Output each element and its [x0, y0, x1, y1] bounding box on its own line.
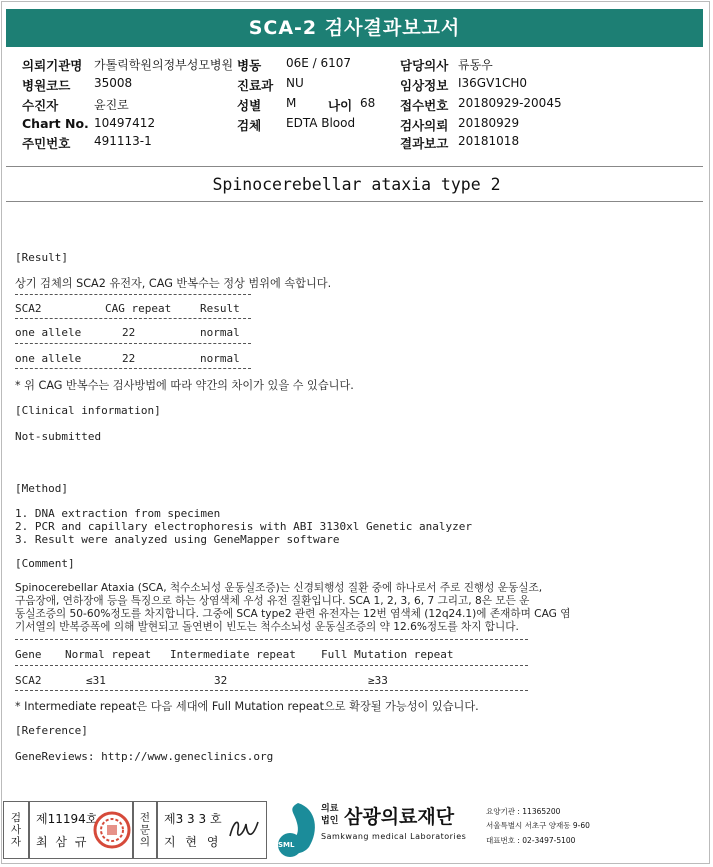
age-value: 68: [360, 96, 376, 110]
comment-header: [Comment]: [15, 557, 75, 570]
table-rule: [15, 294, 251, 295]
hospital-code-label: 병원코드: [22, 78, 71, 93]
repeat-row-full: ≥33: [368, 674, 388, 687]
chart-label: Chart No.: [22, 116, 89, 131]
dept-label: 진료과: [237, 78, 274, 93]
clinical-header: [Clinical information]: [15, 404, 161, 417]
report-date-label: 결과보고: [400, 136, 449, 151]
repeat-row-intermediate: 32: [214, 674, 228, 687]
repeat-row-gene: SCA2: [15, 674, 42, 687]
result-text: 상기 검체의 SCA2 유전자, CAG 반복수는 정상 범위에 속합니다.: [15, 277, 332, 290]
result-row-allele: one allele: [15, 326, 82, 339]
report-date-value: 20181018: [458, 134, 520, 148]
specimen-value: EDTA Blood: [286, 116, 356, 130]
result-col-gene: SCA2: [15, 302, 42, 315]
repeat-col-normal: Normal repeat: [65, 648, 152, 661]
id-value: 491113-1: [94, 134, 152, 148]
result-col-repeat: CAG repeat: [105, 302, 172, 315]
org-code: 요양기관 : 11365200: [486, 807, 561, 816]
org-address: 서울특별시 서초구 양재동 9-60: [486, 821, 590, 830]
reference-header: [Reference]: [15, 724, 88, 737]
table-rule: [15, 690, 528, 691]
request-label: 검사의뢰: [400, 118, 449, 133]
specimen-label: 검체: [237, 118, 262, 133]
specialist-name: 지 현 영: [164, 835, 222, 849]
doctor-value: 류동우: [458, 58, 493, 72]
result-row-repeat: 22: [122, 326, 136, 339]
chart-value: 10497412: [94, 116, 156, 130]
age-label: 나이: [328, 98, 353, 113]
request-value: 20180929: [458, 116, 520, 130]
inspector-box: [29, 801, 133, 859]
repeat-row-normal: ≤31: [86, 674, 106, 687]
inspector-number: 제11194호: [36, 812, 98, 826]
repeat-col-full: Full Mutation repeat: [321, 648, 454, 661]
report-subtitle: Spinocerebellar ataxia type 2: [212, 175, 501, 194]
report-title: SCA-2 검사결과보고서: [6, 9, 703, 47]
org-prefix-top: 의료: [321, 804, 339, 814]
repeat-note: * Intermediate repeat은 다음 세대에 Full Mutation repeat으로 확장될 가능성이 있습니다.: [15, 700, 479, 713]
comment-line: Spinocerebellar Ataxia (SCA, 척수소뇌성 운동실조증)는 신경퇴행성 질환 중에 하나로서 주로 진행성 운동실조,: [15, 582, 543, 594]
patient-label: 수진자: [22, 98, 59, 113]
org-phone: 대표번호 : 02-3497-5100: [486, 836, 576, 845]
receipt-value: 20180929-20045: [458, 96, 562, 110]
inspector-label: 검사자: [10, 812, 22, 848]
result-row-repeat: 22: [122, 352, 136, 365]
specialist-number: 제3 3 3 호: [164, 812, 222, 826]
signature-footer: [3, 799, 710, 861]
ward-value: 06E / 6107: [286, 56, 352, 70]
org-name: 삼광의료재단: [344, 806, 455, 828]
id-label: 주민번호: [22, 136, 71, 151]
patient-value: 윤진로: [94, 98, 129, 112]
table-rule: [15, 639, 528, 640]
inspector-label-box: [3, 801, 29, 859]
specialist-box: [157, 801, 267, 859]
table-rule: [15, 318, 251, 319]
result-row-result: normal: [200, 352, 240, 365]
repeat-col-intermediate: Intermediate repeat: [170, 648, 296, 661]
result-header: [Result]: [15, 251, 68, 264]
sex-value: M: [286, 96, 297, 110]
inspector-name: 최 삼 규: [36, 835, 89, 849]
org-prefix-bottom: 법인: [321, 816, 339, 826]
table-rule: [15, 368, 251, 369]
specialist-label-box: [133, 801, 157, 859]
table-rule: [15, 665, 528, 666]
ward-label: 병동: [237, 58, 262, 73]
specialist-label: 전문의: [139, 812, 151, 848]
comment-line: 동실조증의 50-60%정도를 차지합니다. 그중에 SCA type2 관련 유전자는 12번 염색체 (12q24.1)에 존재하며 CAG 염: [15, 608, 571, 620]
sex-label: 성별: [237, 98, 262, 113]
method-item: 1. DNA extraction from specimen: [15, 507, 221, 520]
result-col-result: Result: [200, 302, 240, 315]
comment-line: 구음장애, 연하장애 등을 특징으로 하는 상염색체 우성 유전 질환입니다. SCA 1, 2, 3, 6, 7 그리고, 8은 모든 운: [15, 595, 530, 607]
clinical-text: Not-submitted: [15, 430, 102, 443]
institution-label: 의뢰기관명: [22, 58, 83, 73]
hospital-code-value: 35008: [94, 76, 133, 90]
logo-text: SML: [278, 841, 295, 849]
doctor-label: 담당의사: [400, 58, 449, 73]
receipt-label: 접수번호: [400, 98, 449, 113]
repeat-col-gene: Gene: [15, 648, 42, 661]
divider: [6, 166, 703, 167]
clinical-info-label: 임상정보: [400, 78, 449, 93]
signature-icon: [226, 814, 262, 846]
method-header: [Method]: [15, 482, 68, 495]
dept-value: NU: [286, 76, 304, 90]
institution-value: 가톨릭학원의정부성모병원: [94, 58, 234, 72]
seal-stamp-icon: [92, 808, 132, 852]
org-english: Samkwang medical Laboratories: [321, 832, 467, 841]
report-page: [1, 1, 710, 864]
method-item: 2. PCR and capillary electrophoresis with ABI 3130xl Genetic analyzer: [15, 520, 472, 533]
reference-text: GeneReviews: http://www.geneclinics.org: [15, 750, 274, 763]
result-note: * 위 CAG 반복수는 검사방법에 따라 약간의 차이가 있을 수 있습니다.: [15, 379, 354, 392]
result-row-allele: one allele: [15, 352, 82, 365]
result-row-result: normal: [200, 326, 240, 339]
clinical-info-value: I36GV1CH0: [458, 76, 527, 90]
divider: [6, 201, 703, 202]
method-item: 3. Result were analyzed using GeneMapper software: [15, 533, 340, 546]
table-rule: [15, 343, 251, 344]
comment-line: 기서열의 반복증폭에 의해 발현되고 돌연변이 빈도는 척수소뇌성 운동실조증의 약 12.6%정도를 차지 합니다.: [15, 621, 519, 633]
